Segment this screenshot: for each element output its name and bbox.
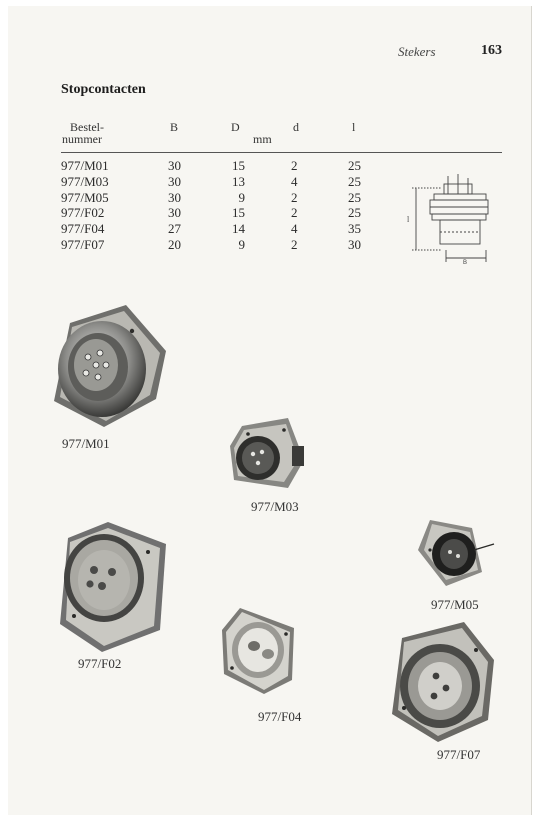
caption-f02: 977/F02 (78, 656, 122, 671)
caption-f07: 977/F07 (437, 747, 481, 762)
drawing-label-B: B (463, 260, 468, 266)
d-cell: 2 (291, 158, 298, 173)
D-cell: 15 (232, 205, 245, 221)
connector-photo-m01 (52, 303, 168, 431)
order-number-cell: 977/F07 (61, 236, 105, 252)
caption-m05: 977/M05 (431, 597, 479, 612)
column-header-order-number (62, 121, 122, 145)
book-page (8, 6, 532, 815)
column-header-l: l (352, 120, 356, 134)
connector-photo-f04 (218, 606, 298, 696)
connector-photo-f02 (58, 520, 168, 654)
connector-photo-f07 (388, 620, 496, 744)
order-number-cell: 977/M03 (61, 173, 109, 189)
d-cell: 2 (291, 236, 298, 252)
column-header-B: B (170, 120, 179, 134)
order-number-cell: 977/F04 (61, 221, 105, 237)
l-cell: 25 (348, 158, 361, 173)
column-header-D: D (231, 120, 240, 134)
running-title: Stekers (398, 44, 436, 59)
table-header-rule (61, 152, 502, 153)
l-cell: 25 (348, 173, 361, 189)
D-cell: 13 (232, 173, 245, 189)
B-cell: 20 (168, 236, 181, 252)
l-cell: 30 (348, 236, 361, 252)
l-cell: 35 (348, 221, 361, 237)
page-number: 163 (481, 43, 502, 58)
B-cell: 27 (168, 221, 181, 237)
D-cell: 9 (238, 236, 245, 252)
B-cell: 30 (168, 158, 181, 173)
d-cell: 4 (291, 173, 298, 189)
drawing-label-l: l (407, 215, 410, 224)
order-number-cell: 977/M01 (61, 158, 109, 173)
D-cell: 15 (232, 158, 245, 173)
d-cell: 2 (291, 189, 298, 205)
caption-m03: 977/M03 (251, 499, 299, 514)
D-cell: 9 (238, 189, 245, 205)
B-cell: 30 (168, 173, 181, 189)
column-header-order-line1: Bestel- (70, 120, 104, 134)
d-cell: 2 (291, 205, 298, 221)
connector-photo-m03 (228, 416, 308, 492)
caption-f04: 977/F04 (258, 709, 302, 724)
section-title: Stopcontacten (61, 82, 146, 97)
column-header-d: d (293, 120, 299, 134)
B-cell: 30 (168, 189, 181, 205)
caption-m01: 977/M01 (62, 436, 110, 451)
D-cell: 14 (232, 221, 245, 237)
column-header-order-line2: nummer (62, 132, 102, 146)
connector-dimension-drawing (396, 166, 496, 266)
order-number-cell: 977/M05 (61, 189, 109, 205)
B-cell: 30 (168, 205, 181, 221)
column-header-unit: mm (253, 132, 272, 146)
d-cell: 4 (291, 221, 298, 237)
order-number-cell: 977/F02 (61, 205, 105, 221)
connector-photo-m05 (416, 516, 496, 590)
l-cell: 25 (348, 189, 361, 205)
l-cell: 25 (348, 205, 361, 221)
